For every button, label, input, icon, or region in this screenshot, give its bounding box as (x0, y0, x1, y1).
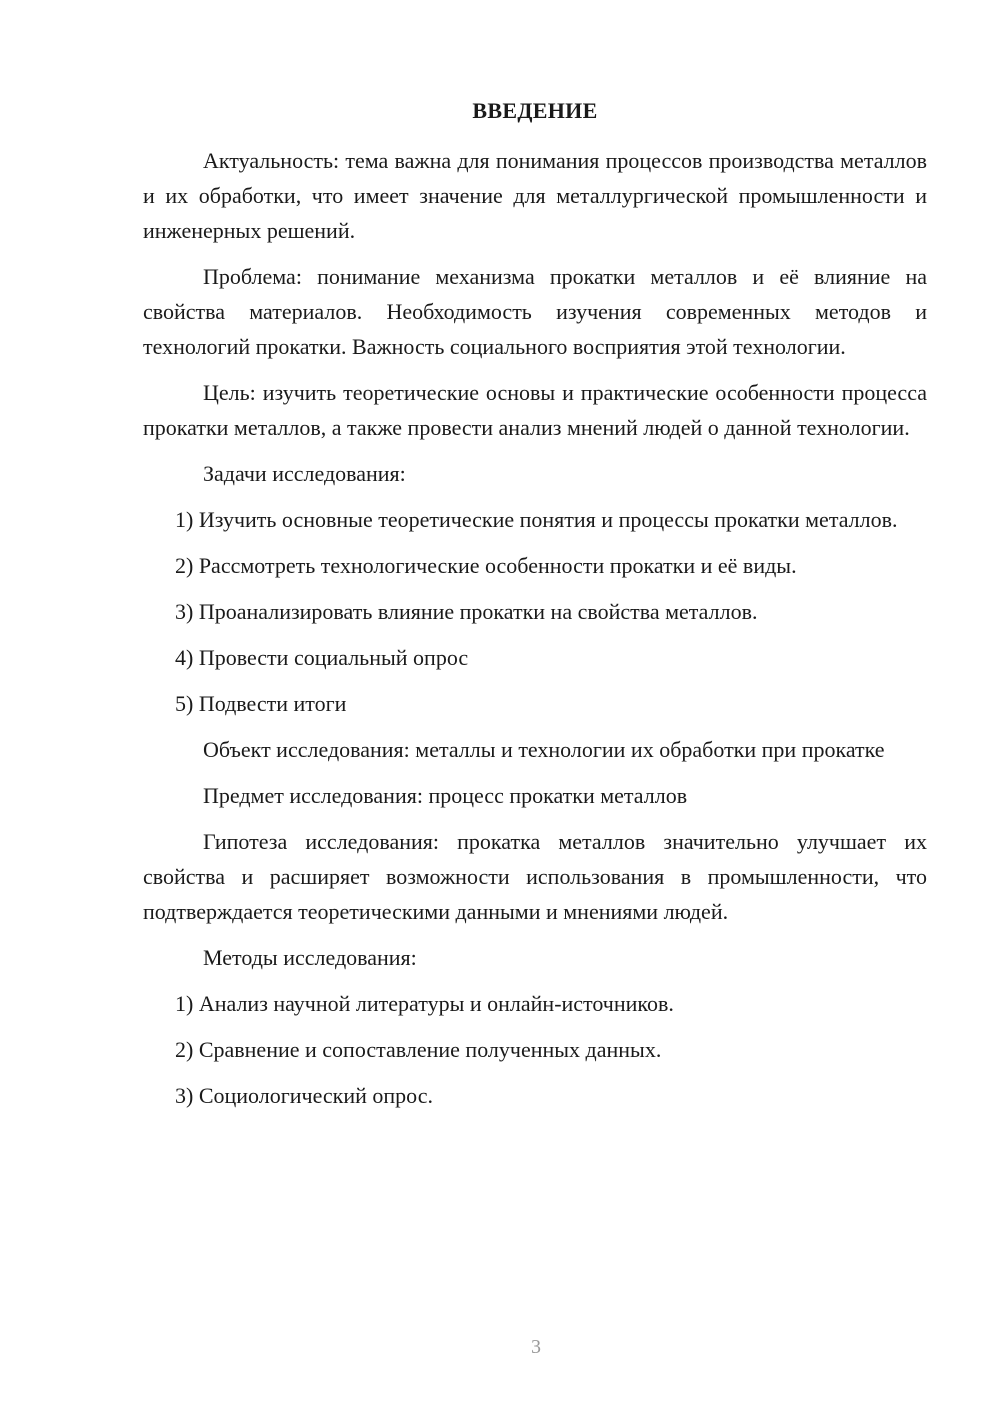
object-paragraph: Объект исследования: металлы и технологии их обработки при прокатке (203, 737, 885, 762)
subject-paragraph: Предмет исследования: процесс прокатки металлов (203, 783, 688, 808)
methods-title: Методы исследования: (203, 945, 417, 970)
method-item: 2) Сравнение и сопоставление полученных данных. (175, 1037, 662, 1062)
section-heading: ВВЕДЕНИЕ (472, 98, 598, 123)
tasks-title: Задачи исследования: (203, 461, 406, 486)
method-item: 1) Анализ научной литературы и онлайн-источников. (175, 991, 674, 1016)
task-item: 1) Изучить основные теоретические понятия и процессы прокатки металлов. (175, 507, 898, 532)
task-item: 5) Подвести итоги (175, 691, 347, 716)
task-item: 2) Рассмотреть технологические особенности прокатки и её виды. (175, 553, 797, 578)
page-number: 3 (531, 1336, 541, 1358)
method-item: 3) Социологический опрос. (175, 1083, 433, 1108)
hypothesis-paragraph: Гипотеза исследования: прокатка металлов значительно улучшает их свойства и расширяет возможности использования в промышленности, что подтверждается теоретическими данными и мнениями людей. (143, 829, 927, 924)
document-body (143, 93, 927, 1124)
task-item: 3) Проанализировать влияние прокатки на свойства металлов. (175, 599, 758, 624)
goal-paragraph: Цель: изучить теоретические основы и практические особенности процесса прокатки металлов, а также провести анализ мнений людей о данной технологии. (143, 380, 927, 440)
relevance-paragraph: Актуальность: тема важна для понимания процессов производства металлов и их обработки, что имеет значение для металлургической промышленности и инженерных решений. (143, 148, 927, 243)
problem-paragraph: Проблема: понимание механизма прокатки металлов и её влияние на свойства материалов. Необходимость изучения современных методов и технологий прокатки. Важность социального восприятия этой технологии. (143, 264, 927, 359)
task-item: 4) Провести социальный опрос (175, 645, 469, 670)
